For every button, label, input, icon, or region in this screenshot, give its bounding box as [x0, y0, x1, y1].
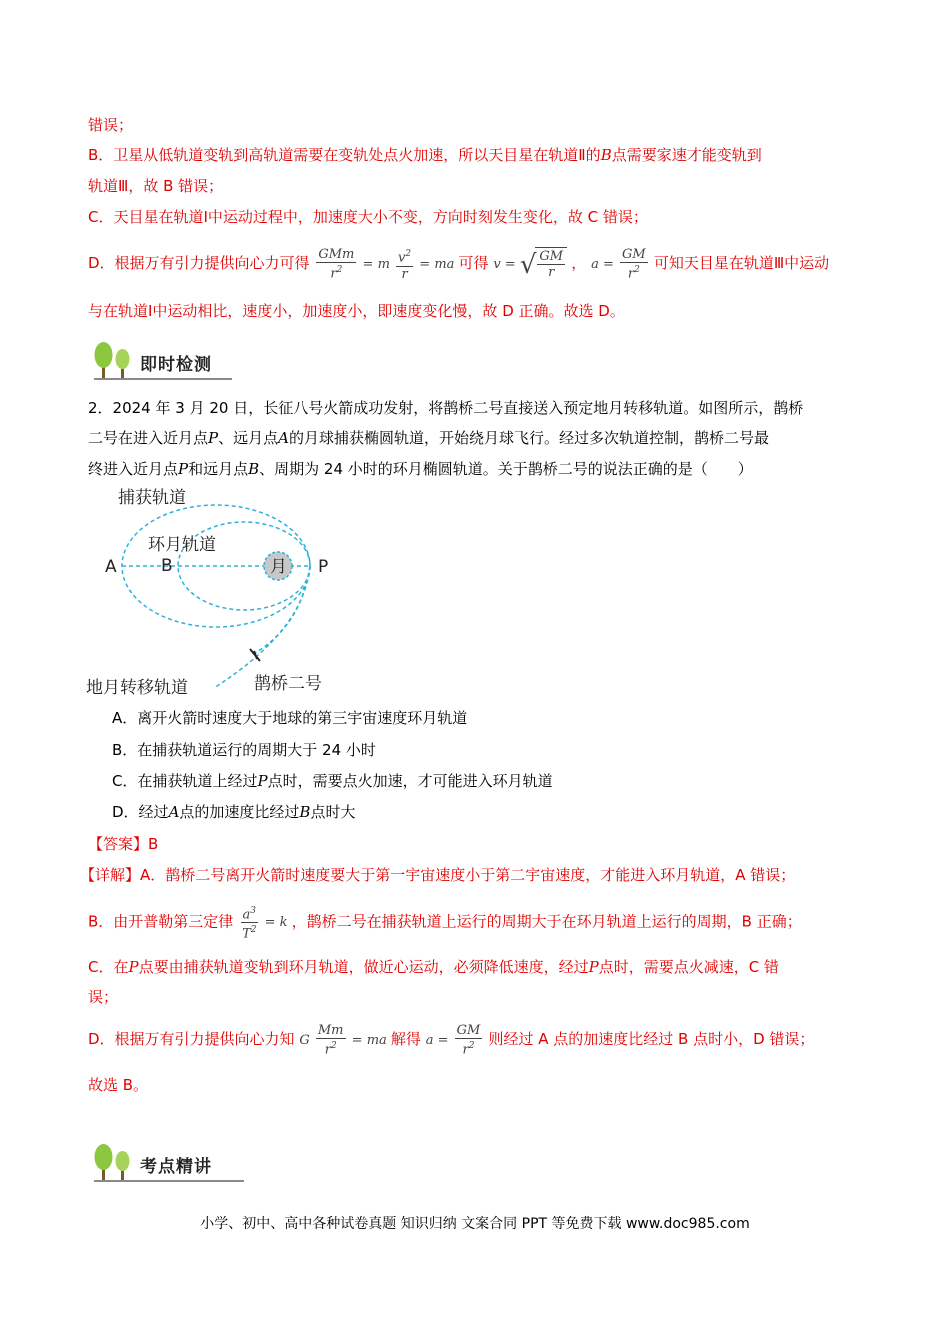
- option-C: C．在捕获轨道上经过P点时，需要点火加速，才可能进入环月轨道: [112, 772, 553, 790]
- tree-icon: [88, 340, 138, 380]
- label-capture-orbit: 捕获轨道: [118, 488, 186, 508]
- formula-gravity-2: G $\frac{Mm}{r^2}$ = ma: [299, 1023, 387, 1058]
- prev-answer-line-4: C．天目星在轨道Ⅰ中运动过程中，加速度大小不变，方向时刻发生变化，故 C 错误；: [88, 208, 648, 226]
- option-B: B．在捕获轨道运行的周期大于 24 小时: [112, 741, 376, 759]
- formula-acceleration: a = $\frac{GM}{r^2}$: [591, 247, 646, 282]
- label-transfer-orbit: 地月转移轨道: [86, 678, 188, 698]
- page-footer: 小学、初中、高中各种试卷真题 知识归纳 文案合同 PPT 等免费下载 www.doc985.com: [200, 1216, 750, 1232]
- answer-label: 【答案】B: [88, 835, 159, 853]
- orbit-diagram: [84, 483, 354, 701]
- label-P: P: [318, 557, 329, 577]
- section-header-key-points: [88, 1142, 248, 1182]
- detail-line-5: D．根据万有引力提供向心力知 G $\frac{Mm}{r^2}$ = ma 解得 a = $\frac{GM}{r^2}$ 则经过 A 点的加速度比经过 B 点时小，D 错误；: [88, 1023, 815, 1058]
- label-A: A: [105, 557, 117, 577]
- label-B: B: [161, 556, 173, 576]
- transfer-orbit-inner: [214, 566, 310, 688]
- formula-acceleration-2: a = $\frac{GM}{r^2}$: [425, 1023, 481, 1058]
- option-D: D．经过A点的加速度比经过B点时大: [112, 803, 356, 821]
- label-lunar-orbit: 环月轨道: [148, 535, 216, 555]
- detail-line-1: 【详解】A．鹊桥二号离开火箭时速度要大于第一宇宙速度小于第二宇宙速度，才能进入环月轨道，A 错误；: [80, 866, 796, 884]
- formula-kepler: $\frac{a^3}{T^2}$ = k: [242, 906, 288, 942]
- detail-line-6: 故选 B。: [88, 1076, 149, 1094]
- prev-answer-line-3: 轨道Ⅲ，故 B 错误；: [88, 177, 224, 195]
- label-queqiao: 鹊桥二号: [254, 674, 322, 694]
- section-title: 考点精讲: [140, 1157, 212, 1177]
- section-header-instant-check: [88, 340, 238, 380]
- prev-answer-line-5: D．根据万有引力提供向心力可得 $\frac{\text{GMm}}{r^2}$ = m $\frac{v^2}{r}$ = ma 可得 v = √ $\frac{GM}{r}$ ， a = $\frac{GM}{r^2}$ 可知天目星在轨道Ⅲ中运动: [88, 247, 830, 282]
- prev-answer-line-1: 错误；: [88, 116, 134, 134]
- detail-line-4: 误；: [88, 988, 119, 1006]
- detail-line-3: C．在P点要由捕获轨道变轨到环月轨道，做近心运动，必须降低速度，经过P点时，需要点火减速，C 错: [88, 958, 779, 976]
- question-line-3: 终进入近月点P和远月点B、周期为 24 小时的环月椭圆轨道。关于鹊桥二号的说法正确的是（ ）: [88, 460, 753, 478]
- option-A: A．离开火箭时速度大于地球的第三宇宙速度环月轨道: [112, 709, 468, 727]
- section-title: 即时检测: [140, 355, 212, 375]
- question-line-2: 二号在进入近月点P、远月点A的月球捕获椭圆轨道，开始绕月球飞行。经过多次轨道控制，鹊桥二号最: [88, 429, 769, 447]
- question-line-1: 2．2024 年 3 月 20 日，长征八号火箭成功发射，将鹊桥二号直接送入预定地月转移轨道。如图所示，鹊桥: [88, 399, 804, 417]
- formula-gravity: $\frac{\text{GMm}}{r^2}$ = m $\frac{v^2}{r}$ = ma: [318, 247, 455, 282]
- label-moon: 月: [270, 557, 287, 577]
- detail-line-2: B．由开普勒第三定律 $\frac{a^3}{T^2}$ = k ，鹊桥二号在捕获轨道上运行的周期大于在环月轨道上运行的周期，B 正确；: [88, 906, 802, 942]
- prev-answer-line-2: B．卫星从低轨道变轨到高轨道需要在变轨处点火加速，所以天目星在轨道Ⅱ的B点需要家速才能变轨到: [88, 146, 762, 164]
- prev-answer-line-6: 与在轨道Ⅰ中运动相比，速度小，加速度小，即速度变化慢，故 D 正确。故选 D。: [88, 302, 625, 320]
- formula-velocity: v = √ $\frac{GM}{r}$: [493, 257, 571, 272]
- tree-icon: [88, 1142, 138, 1182]
